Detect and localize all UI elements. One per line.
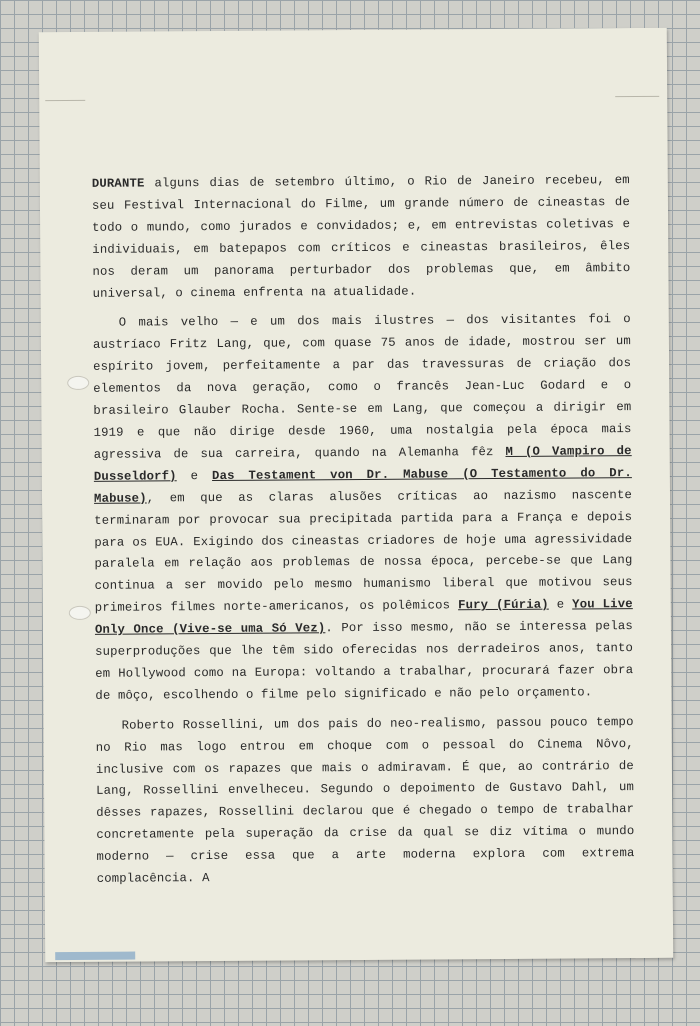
paragraph-1 (92, 170, 631, 305)
segment: . Por isso mesmo, não se interessa pelas superproduções que lhe têm sido oferecidas nos derradeiros anos, tanto em Hollywood como na Europa: voltando a trabalhar, procurará fazer obra de môço, escolhendo o filme pelo significado e não pelo orçamento. (95, 619, 634, 703)
paper-sheet (39, 28, 673, 962)
segment: e (176, 468, 213, 484)
film-title: You Live Only Once (Vive-se uma Só Vez) (94, 597, 633, 637)
blue-fold-edge (55, 952, 135, 961)
segment: DURANTE (91, 176, 145, 191)
typed-text-body (92, 170, 635, 891)
paragraph-2 (93, 310, 634, 708)
margin-mark-right (615, 96, 659, 97)
punch-hole-top (67, 376, 89, 390)
segment: Roberto Rossellini, um dos pais do neo-realismo, passou pouco tempo no Rio mas logo entrou em choque com o pessoal do Cinema Nôvo, inclusive com os rapazes que mais o admiravam. É que, ao contrário de Lang, Rossellini envelheceu. Segundo o depoimento de Gustavo Dahl, um dêsses rapazes, Rossellini declarou que é chegado o tempo de trabalhar concretamente pela superação da crise da qual se diz vítima o mundo moderno — crise essa que a arte moderna explora com extrema complacência. A (95, 714, 635, 886)
film-title: M (O Vampiro de Dusseldorf) (93, 443, 632, 484)
segment: , em que as claras alusões críticas ao nazismo nascente terminaram por provocar sua precipitada partida para a França e depois para os EUA. Exigindo dos cineastas criadores de hoje uma agressividade paralela em relação aos problemas de nossa época, percebe-se que Lang continua a ser movido pelo mesmo humanismo liberal que motivou seus primeiros filmes norte-americanos, os polêmicos (94, 487, 633, 616)
film-title: Das Testament von Dr. Mabuse (O Testamento do Dr. Mabuse) (93, 465, 632, 506)
punch-hole-bottom (69, 606, 91, 620)
segment: e (548, 597, 573, 612)
film-title: Fury (Fúria) (458, 597, 549, 613)
paragraph-3 (96, 712, 635, 891)
margin-mark-left (45, 100, 85, 101)
segment: O mais velho — e um dos mais ilustres — dos visitantes foi o austríaco Fritz Lang, que, com quase 75 anos de idade, mostrou ser um espírito jovem, perfeitamente a par das travessuras de criação dos elementos da nova geração, como o francês Jean-Luc Godard e o brasileiro Glauber Rocha. Sente-se em Lang, que começou a dirigir em 1919 e que não dirige desde 1960, uma nostalgia pela época mais agressiva de sua carreira, quando na Alemanha fêz (92, 312, 632, 462)
segment: alguns dias de setembro último, o Rio de Janeiro recebeu, em seu Festival Internacional do Filme, um grande número de cineastas de todo o mundo, como jurados e convidados; e, em entrevistas coletivas e individuais, em batepapos com críticos e cineastas brasileiros, êles nos deram um panorama perturbador dos problemas que, em âmbito universal, o cinema enfrenta na atualidade. (91, 173, 631, 301)
